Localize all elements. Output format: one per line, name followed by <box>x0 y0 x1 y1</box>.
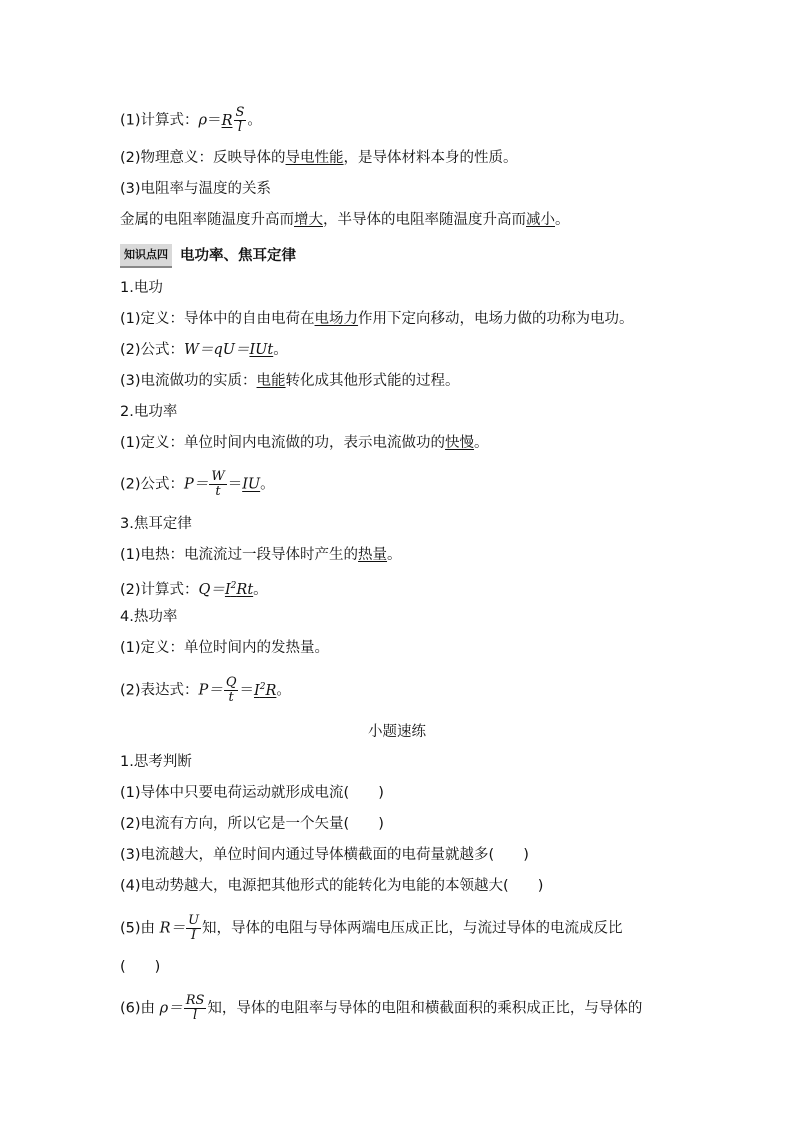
s4-formula-prefix: (2)表达式： <box>120 682 199 699</box>
fraction-u-over-i <box>186 914 201 943</box>
fraction-numerator: RS <box>185 993 205 1008</box>
rho-meaning-a: (2)物理意义：反映导体的 <box>120 150 286 166</box>
rho-temp-c: 。 <box>555 212 570 228</box>
s1-essence-a: (3)电流做功的实质： <box>120 373 257 389</box>
rho-temp-b: ，半导体的电阻率随温度升高而 <box>323 212 526 228</box>
s3-formula-prefix: (2)计算式： <box>120 581 199 598</box>
q6-prefix: (6)由 <box>120 1000 160 1017</box>
s3-formula <box>120 576 268 600</box>
fraction-denominator: I <box>190 928 197 943</box>
s3-formula-I: I <box>224 581 231 598</box>
knowledge-point-header <box>120 244 296 268</box>
s1-formula-prefix: (2)公式： <box>120 342 185 358</box>
rho-symbol: ρ <box>198 112 208 129</box>
s4-formula-lhs: P＝ <box>198 682 223 699</box>
fraction-denominator: l <box>237 120 243 135</box>
rho-temp-line <box>120 210 570 230</box>
s4-formula-I: I <box>253 682 260 699</box>
s1-def-u: 电场力 <box>314 311 359 327</box>
section-1-title: 1.电功 <box>120 280 163 296</box>
rho-temp-u1: 增大 <box>294 212 323 228</box>
period: 。 <box>253 581 268 598</box>
fraction-denominator: l <box>192 1008 198 1023</box>
s4-formula-sup: 2 <box>259 681 266 692</box>
s3-formula-u <box>225 582 253 598</box>
section-3-title: 3.焦耳定律 <box>120 516 192 532</box>
equals: ＝ <box>227 476 243 493</box>
question-3: (3)电流越大，单位时间内通过导体横截面的电荷量就越多( ) <box>120 847 529 863</box>
rho-meaning-underlined: 导电性能 <box>285 150 344 166</box>
rho-temp-title: (3)电阻率与温度的关系 <box>120 181 272 197</box>
s2-def-a: (1)定义：单位时间内电流做的功，表示电流做功的 <box>120 435 446 451</box>
rho-meaning-b: ，是导体材料本身的性质。 <box>343 150 518 166</box>
s2-definition <box>120 433 489 453</box>
practice-title: 1.思考判断 <box>120 754 192 770</box>
s4-definition: (1)定义：单位时间内的发热量。 <box>120 640 330 656</box>
fraction-numerator: U <box>188 913 200 928</box>
s2-formula-lhs: P＝ <box>184 476 209 493</box>
knowledge-point-badge: 知识点四 <box>120 244 172 268</box>
s2-formula-prefix: (2)公式： <box>120 476 185 493</box>
practice-heading: 小题速练 <box>368 724 426 740</box>
s2-formula-u: IU <box>242 476 261 493</box>
question-5 <box>120 914 623 943</box>
section-2-title: 2.电功率 <box>120 404 178 420</box>
s1-def-b: 作用下定向移动，电场力做的功称为电功。 <box>358 311 634 327</box>
question-6 <box>120 994 642 1023</box>
q5-prefix: (5)由 <box>120 920 160 937</box>
fraction-rs-over-l <box>184 994 207 1023</box>
period: 。 <box>247 112 262 129</box>
question-4: (4)电动势越大，电源把其他形式的能转化为电能的本领越大( ) <box>120 878 544 894</box>
s3-heat <box>120 545 402 565</box>
equals: ＝ <box>239 682 254 699</box>
r-symbol: R <box>221 112 233 129</box>
question-2: (2)电流有方向，所以它是一个矢量( ) <box>120 816 384 832</box>
s3-heat-b: 。 <box>387 547 402 563</box>
s4-formula-u <box>254 683 276 699</box>
q5-lhs: R＝ <box>159 920 186 937</box>
fraction-numerator: S <box>235 105 245 120</box>
fraction-q-over-t <box>224 676 239 705</box>
rho-temp-a: 金属的电阻率随温度升高而 <box>120 212 294 228</box>
rho-calc-line <box>120 106 262 135</box>
s1-essence-b: 转化成其他形式能的过程。 <box>285 373 460 389</box>
knowledge-point-title: 电功率、焦耳定律 <box>180 248 296 264</box>
s1-essence-u: 电能 <box>256 373 286 389</box>
s3-formula-rest: Rt <box>236 581 254 598</box>
s3-formula-lhs: Q＝ <box>198 581 225 598</box>
s4-formula <box>120 676 291 705</box>
s3-heat-a: (1)电热：电流流过一段导体时产生的 <box>120 547 359 563</box>
fraction-numerator: W <box>211 469 225 484</box>
rho-calc-prefix: (1)计算式： <box>120 112 199 129</box>
question-1: (1)导体中只要电荷运动就形成电流( ) <box>120 785 384 801</box>
q5-text: 知，导体的电阻与导体两端电压成正比，与流过导体的电流成反比 <box>202 920 623 937</box>
period: 。 <box>276 682 291 699</box>
rho-meaning-line <box>120 148 518 168</box>
period: 。 <box>260 476 275 493</box>
s3-heat-u: 热量 <box>358 547 388 563</box>
fraction-numerator: Q <box>225 675 237 690</box>
s1-formula-end: 。 <box>273 342 288 358</box>
s1-formula-u: IUt <box>249 342 274 358</box>
equals: ＝ <box>207 112 222 129</box>
fraction-s-over-l <box>234 106 247 135</box>
rho-temp-u2: 减小 <box>526 212 555 228</box>
s1-formula <box>120 340 288 360</box>
fraction-denominator: t <box>215 484 221 499</box>
s3-formula-sup: 2 <box>230 581 237 591</box>
fraction-w-over-t <box>209 470 226 499</box>
question-5-answer-paren: ( ) <box>120 959 161 975</box>
s1-formula-main: W＝qU＝ <box>184 342 250 358</box>
s2-formula <box>120 470 275 499</box>
s4-formula-rest: R <box>265 682 277 699</box>
s2-def-b: 。 <box>474 435 489 451</box>
section-4-title: 4.热功率 <box>120 609 178 625</box>
fraction-denominator: t <box>228 690 234 705</box>
s1-essence <box>120 371 460 391</box>
q6-lhs: ρ＝ <box>159 1000 183 1017</box>
s2-def-u: 快慢 <box>445 435 475 451</box>
s1-definition <box>120 309 634 329</box>
q6-text: 知，导体的电阻率与导体的电阻和横截面积的乘积成正比，与导体的 <box>207 1000 643 1017</box>
s1-def-a: (1)定义：导体中的自由电荷在 <box>120 311 315 327</box>
